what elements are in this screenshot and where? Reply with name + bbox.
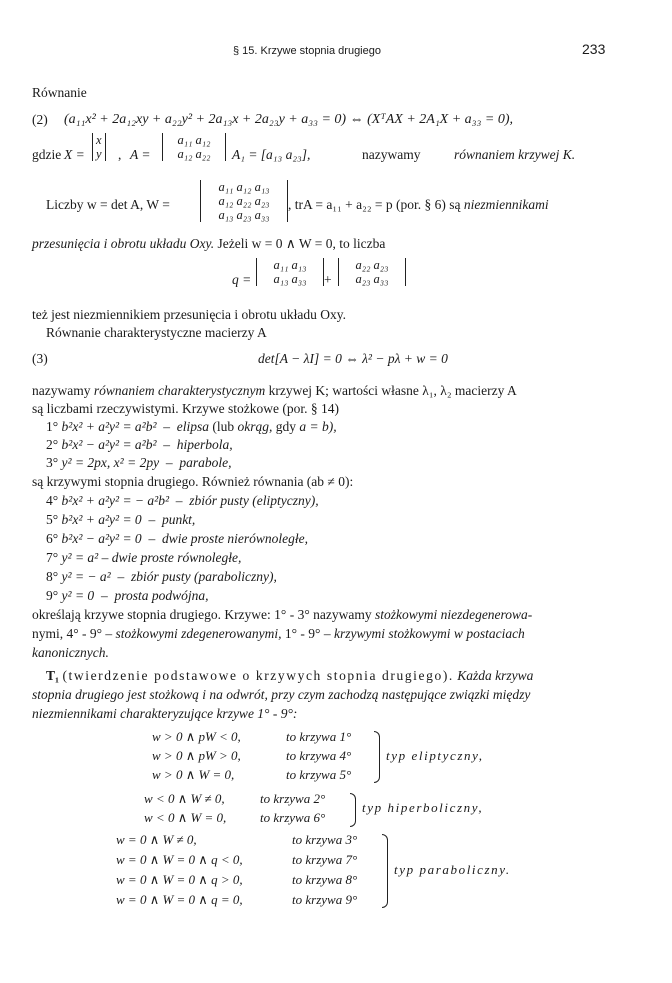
- matrix-A-row: a₁₂ a₂₂: [177, 147, 211, 161]
- to-krzywa: to krzywa: [260, 810, 311, 825]
- theorem-line: [46, 668, 533, 684]
- trA-text: [288, 197, 549, 213]
- item-1: 1° b²x² + a²y² = a²b² – elipsa (lub okrąg, gdy a = b),: [46, 419, 337, 434]
- item-eq: y² = 0: [61, 588, 95, 603]
- theorem-text-3: niezmiennikami charakteryzujące krzywe 1° - 9°:: [32, 706, 298, 721]
- item-extra4: a = b),: [299, 419, 337, 434]
- case-result: [286, 748, 351, 764]
- item-desc: hiperbola,: [176, 437, 233, 452]
- nymi-line: [32, 626, 525, 642]
- matrix-W-row: a₁₂ a₂₂ a₂₃: [218, 194, 270, 208]
- case-cond: w = 0 ∧ W = 0 ∧ q < 0,: [116, 852, 243, 867]
- case-num: 4°: [339, 748, 352, 763]
- trA: , trA = a₁₁ + a₂₂ = p (por. § 6) są: [288, 197, 461, 212]
- theorem-text-2: stopnia drugiego jest stożkową i na odwrót, przy czym zachodzą następujące związki między: [32, 687, 531, 702]
- case-result: [260, 791, 325, 807]
- eq2: (a₁₁x² + 2a₁₂xy + a₂₂y² + 2a₁₃x + 2a₂₃y + a₃₃ = 0) ⇔ (XᵀAX + 2A₁X + a₃₃ = 0),: [64, 112, 514, 127]
- gdzie-label: gdzie: [32, 147, 62, 162]
- item-desc: dwie proste nierównoległe,: [161, 531, 309, 546]
- rownaniem-krzywej: równaniem krzywej K.: [454, 147, 576, 162]
- przesuniecia-line: [32, 236, 385, 252]
- case-result: [292, 852, 357, 868]
- item-desc: elipsa: [176, 419, 210, 434]
- item-4: 4° b²x² + a²y² = − a²b² – zbiór pusty (eliptyczny),: [46, 493, 319, 508]
- item-8: 8° y² = − a² – zbiór pusty (paraboliczny),: [46, 569, 277, 584]
- item-extra3: gdy: [275, 419, 297, 434]
- eq3-label: (3): [32, 351, 48, 366]
- case-cond: w < 0 ∧ W ≠ 0,: [144, 791, 225, 806]
- case-cond: w > 0 ∧ W = 0,: [152, 767, 235, 782]
- case-cond: w > 0 ∧ pW > 0,: [152, 748, 241, 763]
- to-krzywa: to krzywa: [292, 872, 343, 887]
- to-krzywa: to krzywa: [286, 729, 337, 744]
- item-desc: dwie proste równoległe,: [111, 550, 242, 565]
- case-num: 7°: [345, 852, 358, 867]
- case-num: 6°: [313, 810, 326, 825]
- item-desc: zbiór pusty (eliptyczny),: [189, 493, 319, 508]
- nazywamy-c: krzywej K; wartości własne λ₁, λ₂ macierzy A: [268, 383, 517, 398]
- to-krzywa: to krzywa: [292, 832, 343, 847]
- q-eq: q =: [232, 272, 252, 287]
- theorem-text-1: Każda krzywa: [457, 668, 534, 683]
- item-num: 6°: [46, 531, 59, 546]
- item-extra2: okrąg,: [237, 419, 273, 434]
- A1-def: A₁ = [a₁₃ a₂₃],: [232, 147, 311, 162]
- nymi-c: 1° - 9° –: [284, 626, 331, 641]
- theorem-label: T₁: [46, 668, 60, 683]
- to-krzywa: to krzywa: [292, 892, 343, 907]
- typ-eliptyczny: typ eliptyczny,: [386, 748, 484, 763]
- case-cond: w = 0 ∧ W = 0 ∧ q = 0,: [116, 892, 243, 907]
- right-brace: [374, 731, 380, 783]
- okreslaja-b: stożkowymi niezdegenerowa-: [374, 607, 533, 622]
- niezmiennikami: niezmiennikami: [463, 197, 549, 212]
- case-num: 8°: [345, 872, 358, 887]
- case-num: 2°: [313, 791, 326, 806]
- item-eq: y² = − a²: [61, 569, 111, 584]
- item-num: 2°: [46, 437, 59, 452]
- case-result: [292, 832, 357, 848]
- q-det-2: [338, 258, 406, 286]
- item-num: 9°: [46, 588, 59, 603]
- przesuniecia-text: przesunięcia i obrotu układu Oxy.: [32, 236, 215, 251]
- paragraph-rownanie: Równanie: [32, 85, 87, 100]
- q-det-1-row: a₁₃ a₃₃: [273, 272, 307, 286]
- matrix-W-row: a₁₁ a₁₂ a₁₃: [218, 180, 270, 194]
- to-krzywa: to krzywa: [286, 767, 337, 782]
- matrix-A: [162, 133, 226, 161]
- case-num: 3°: [345, 832, 358, 847]
- case-num: 1°: [339, 729, 352, 744]
- item-6: 6° b²x² − a²y² = 0 – dwie proste nierównoległe,: [46, 531, 309, 546]
- liczby-text: Liczby w = det A, W =: [46, 197, 170, 212]
- case-num: 5°: [339, 767, 352, 782]
- comma: ,: [118, 147, 122, 162]
- item-extra: (lub: [212, 419, 235, 434]
- nazywamy-b: równaniem charakterystycznym: [93, 383, 266, 398]
- to-krzywa: to krzywa: [292, 852, 343, 867]
- case-cond: w < 0 ∧ W = 0,: [144, 810, 227, 825]
- to-krzywa: to krzywa: [260, 791, 311, 806]
- jezeli-text: Jeżeli w = 0 ∧ W = 0, to liczba: [217, 236, 386, 251]
- item-desc: prosta podwójna,: [114, 588, 209, 603]
- matrix-X-row: x: [96, 133, 102, 147]
- matrix-W-row: a₁₃ a₂₃ a₃₃: [218, 208, 270, 222]
- item-7: 7° y² = a² – dwie proste równoległe,: [46, 550, 242, 565]
- nymi-a: nymi, 4° - 9° –: [32, 626, 113, 641]
- item-desc: zbiór pusty (paraboliczny),: [130, 569, 277, 584]
- right-brace: [382, 834, 388, 908]
- item-9: 9° y² = 0 – prosta podwójna,: [46, 588, 209, 603]
- case-cond: w = 0 ∧ W ≠ 0,: [116, 832, 197, 847]
- item-num: 3°: [46, 455, 59, 470]
- running-header: § 15. Krzywe stopnia drugiego: [233, 45, 381, 57]
- case-cond: w > 0 ∧ pW < 0,: [152, 729, 241, 744]
- typ-hiperboliczny: typ hiperboliczny,: [362, 800, 484, 815]
- sa-krzywymi: są krzywymi stopnia drugiego. Również równania (ab ≠ 0):: [32, 474, 354, 489]
- eq2-label: (2): [32, 112, 48, 127]
- right-brace: [350, 793, 356, 827]
- kanonicznych: kanonicznych.: [32, 645, 109, 660]
- item-desc: parabole,: [179, 455, 232, 470]
- page-number: 233: [582, 41, 606, 57]
- item-desc: punkt,: [161, 512, 196, 527]
- item-eq: b²x² + a²y² = − a²b²: [61, 493, 170, 508]
- item-5: 5° b²x² + a²y² = 0 – punkt,: [46, 512, 196, 527]
- item-eq: b²x² − a²y² = a²b²: [61, 437, 157, 452]
- eq3: det[A − λI] = 0 ⇔ λ² − pλ + w = 0: [258, 351, 448, 366]
- to-krzywa: to krzywa: [286, 748, 337, 763]
- item-eq: y² = a²: [61, 550, 99, 565]
- A-def: A =: [130, 147, 151, 162]
- rown-char: Równanie charakterystyczne macierzy A: [46, 325, 267, 340]
- nazywamy: nazywamy: [362, 147, 421, 162]
- nymi-b: stożkowymi zdegenerowanymi,: [115, 626, 282, 641]
- matrix-X: [92, 133, 106, 161]
- case-cond: w = 0 ∧ W = 0 ∧ q > 0,: [116, 872, 243, 887]
- okreslaja-a: określają krzywe stopnia drugiego. Krzywe: 1° - 3° nazywamy: [32, 607, 372, 622]
- item-num: 7°: [46, 550, 59, 565]
- nazywamy-a: nazywamy: [32, 383, 91, 398]
- matrix-A-row: a₁₁ a₁₂: [177, 133, 211, 147]
- case-result: [292, 892, 357, 908]
- nymi-d: krzywymi stożkowymi w postaciach: [333, 626, 525, 641]
- item-num: 8°: [46, 569, 59, 584]
- liczby-line: [46, 197, 170, 213]
- X-def: X =: [64, 147, 85, 162]
- nazywamy-line: [32, 383, 517, 399]
- item-eq: b²x² − a²y² = 0: [61, 531, 142, 546]
- item-eq: b²x² + a²y² = a²b²: [61, 419, 157, 434]
- okreslaja-line: [32, 607, 532, 623]
- tez-jest: też jest niezmiennikiem przesunięcia i obrotu układu Oxy.: [32, 307, 347, 322]
- case-num: 9°: [345, 892, 358, 907]
- q-plus: +: [324, 272, 332, 287]
- case-result: [286, 767, 351, 783]
- item-num: 5°: [46, 512, 59, 527]
- item-num: 1°: [46, 419, 59, 434]
- item-2: 2° b²x² − a²y² = a²b² – hiperbola,: [46, 437, 233, 452]
- q-det-2-row: a₂₃ a₃₃: [355, 272, 389, 286]
- q-det-1: [256, 258, 324, 286]
- item-num: 4°: [46, 493, 59, 508]
- item-3: 3° y² = 2px, x² = 2py – parabole,: [46, 455, 232, 470]
- typ-paraboliczny: typ paraboliczny.: [394, 862, 511, 877]
- item-eq: b²x² + a²y² = 0: [61, 512, 142, 527]
- matrix-X-row: y: [96, 147, 102, 161]
- item-eq: y² = 2px, x² = 2py: [61, 455, 160, 470]
- q-det-2-row: a₂₂ a₂₃: [355, 258, 389, 272]
- matrix-W: [200, 180, 288, 222]
- theorem-title: (twierdzenie podstawowe o krzywych stopnia drugiego).: [62, 668, 454, 683]
- case-result: [286, 729, 351, 745]
- sa-liczbami: są liczbami rzeczywistymi. Krzywe stożkowe (por. § 14): [32, 401, 340, 416]
- case-result: [260, 810, 325, 826]
- q-det-1-row: a₁₁ a₁₃: [273, 258, 307, 272]
- case-result: [292, 872, 357, 888]
